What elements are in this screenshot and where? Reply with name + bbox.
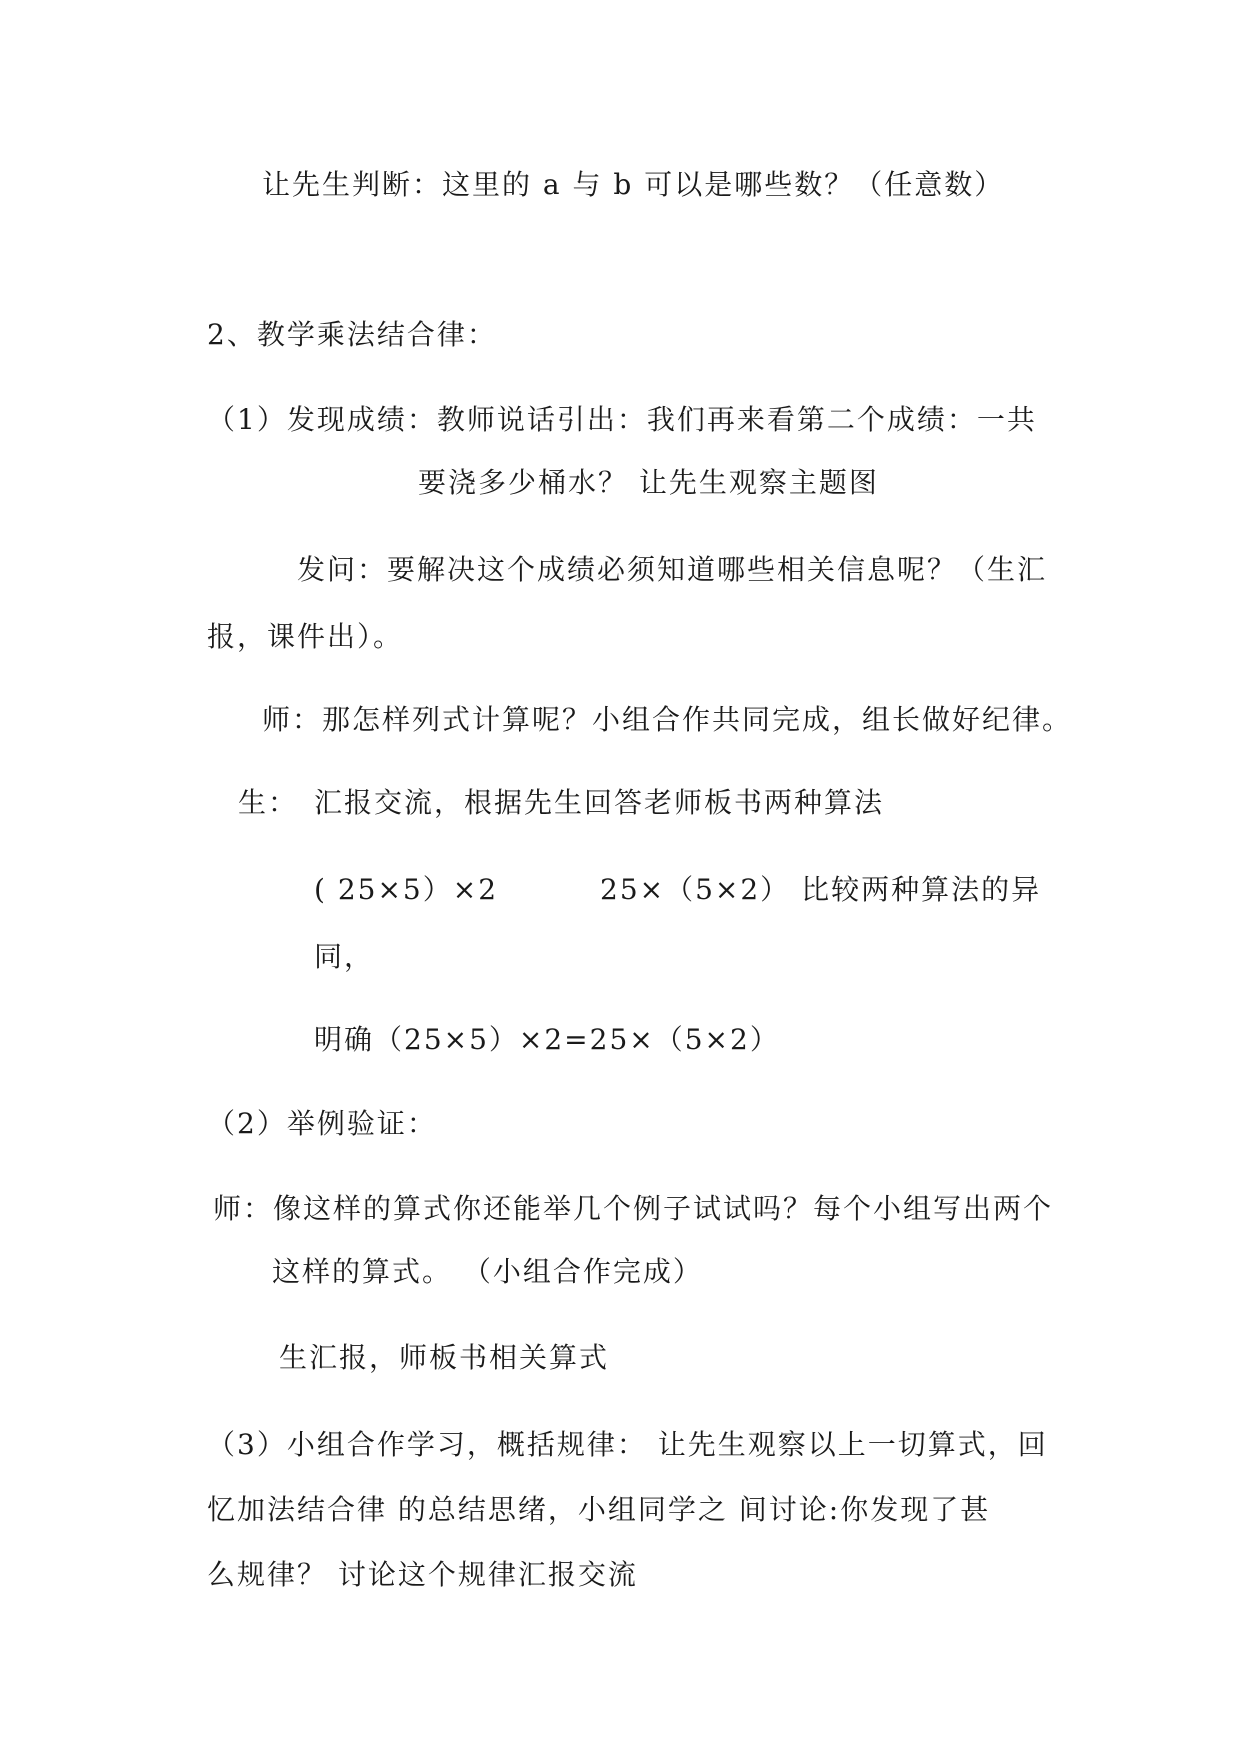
formula-method-cont: 同，: [314, 940, 375, 973]
section-heading-example-verify: （2）举例验证：: [207, 1107, 437, 1140]
formula-equality: 明确（25×5）×2=25×（5×2）: [314, 1023, 780, 1056]
formula-method-one: ( 25×5）×2: [314, 873, 499, 906]
section-heading-multiplication-associative: 2、教学乘法结合律：: [207, 318, 497, 351]
paragraph-teacher-examples: 师：像这样的算式你还能举几个例子试试吗？每个小组写出两个: [213, 1192, 1054, 1225]
paragraph-summarize-rule: （3）小组合作学习，概括规律： 让先生观察以上一切算式，回: [207, 1428, 1048, 1461]
paragraph-discover-problem-cont: 要浇多少桶水？ 让先生观察主题图: [418, 466, 879, 499]
paragraph-discover-problem: （1）发现成绩：教师说话引出：我们再来看第二个成绩：一共: [207, 403, 1037, 436]
paragraph-question-info-cont: 报，课件出）。: [207, 620, 404, 653]
paragraph-student-report: 汇报交流，根据先生回答老师板书两种算法: [314, 786, 885, 819]
paragraph-summarize-rule-end: 么规律？ 讨论这个规律汇报交流: [207, 1558, 638, 1591]
paragraph-question-info: 发问：要解决这个成绩必须知道哪些相关信息呢？（生汇: [297, 553, 1048, 586]
paragraph-student-report-formulas: 生汇报，师板书相关算式: [279, 1341, 610, 1374]
student-label: 生：: [238, 786, 299, 819]
paragraph-teacher-examples-cont: 这样的算式。 （小组合作完成）: [272, 1255, 703, 1288]
paragraph-teacher-group-work: 师：那怎样列式计算呢？小组合作共同完成，组长做好纪律。: [262, 703, 1073, 736]
formula-method-two: 25×（5×2） 比较两种算法的异: [600, 873, 1042, 906]
paragraph-judge-a-b: 让先生判断：这里的 a 与 b 可以是哪些数？（任意数）: [262, 168, 1005, 201]
paragraph-summarize-rule-cont: 忆加法结合律 的总结思绪，小组同学之 间讨论:你发现了甚: [207, 1493, 991, 1526]
